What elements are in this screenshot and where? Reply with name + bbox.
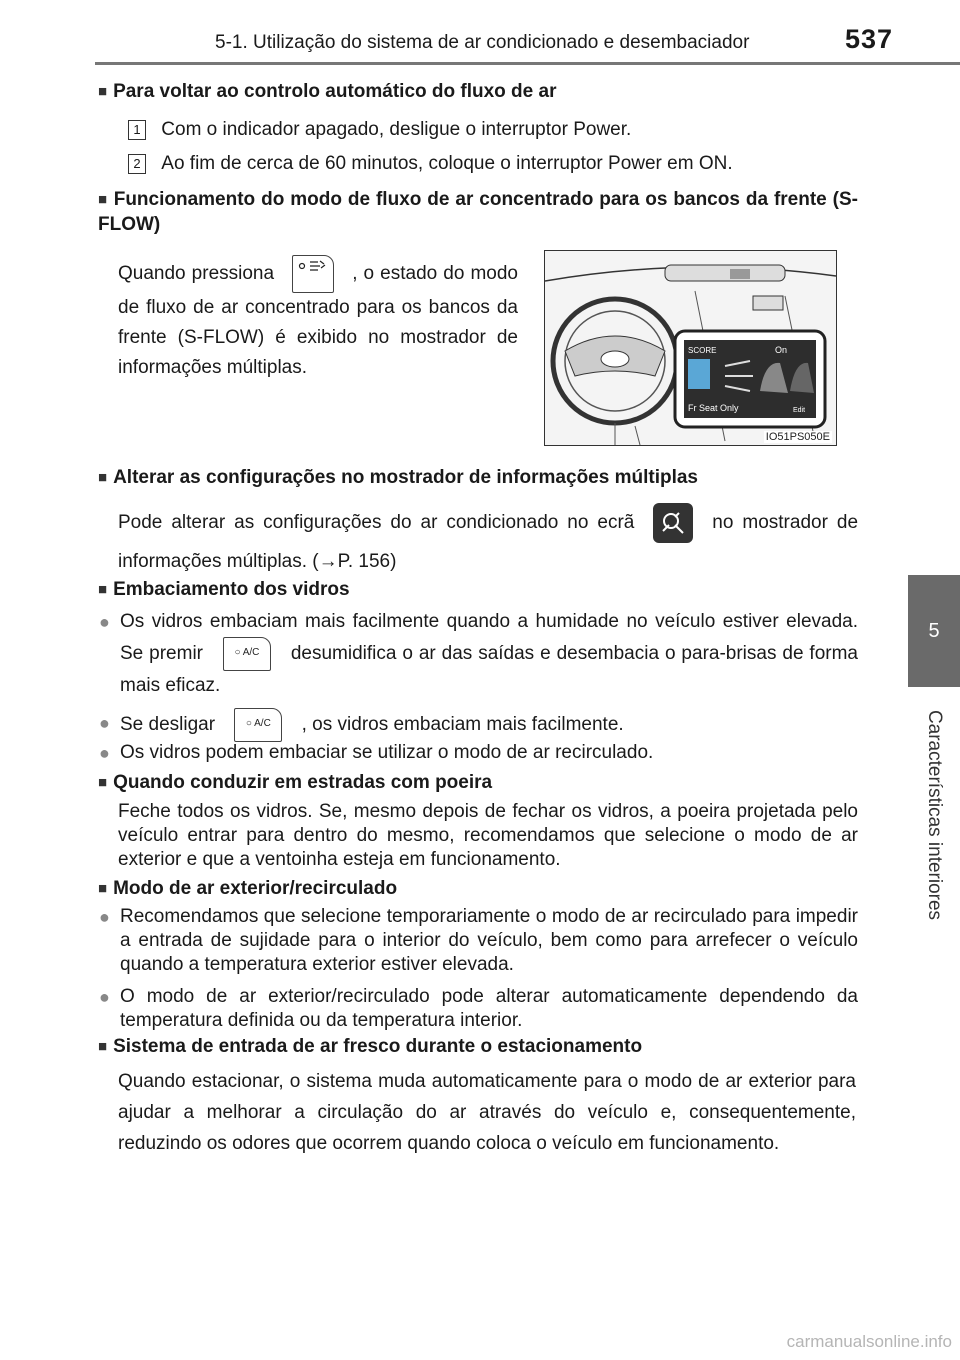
step-2: [128, 152, 858, 176]
fogging-bullet-2-pre: Se desligar: [120, 714, 216, 736]
ac-button-icon: ○ A/C: [234, 708, 282, 742]
fogging-bullet-2: [120, 708, 858, 742]
chapter-label: [921, 700, 947, 930]
ac-button-icon: ○ A/C: [223, 637, 271, 671]
running-header: 5-1. Utilização do sistema de ar condicionado e desembaciador: [215, 32, 750, 53]
step-number: 1: [128, 120, 146, 140]
climate-screen-icon: [653, 503, 693, 543]
s-flow-button-icon: [292, 255, 334, 293]
step-text: Ao fim de cerca de 60 minutos, coloque o interruptor Power em ON.: [161, 153, 733, 174]
fogging-bullet-2-post: , os vidros embaciam mais facilmente.: [301, 714, 624, 736]
header-rule: [95, 62, 960, 65]
chapter-label-text: Características interiores: [924, 709, 945, 921]
s-flow-text-post: , o estado do modo de fluxo de ar concentrado para os bancos da frente (S-FLOW) é exibido no mostrador de informações múltiplas.: [118, 263, 518, 378]
s-flow-text-pre: Quando pressiona: [118, 263, 275, 285]
fogging-bullet-3: ● Os vidros podem embaciar se utilizar o modo de ar recirculado.: [120, 741, 858, 765]
dusty-roads-text: Feche todos os vidros. Se, mesmo depois de fechar os vidros, a poeira projetada pelo veículo entrar para dentro do mesmo, recomendamos que selecione o modo de ar exterior e que a ventoinha esteja em funcionamento.: [118, 801, 858, 870]
fogging-bullet-1-post: desumidifica o ar das saídas e desembacia o para-brisas de forma mais eficaz.: [120, 643, 859, 696]
heading-auto-airflow: ■ Para voltar ao controlo automático do fluxo de ar: [98, 80, 858, 105]
mid-settings-text-pre: Pode alterar as configurações do ar condicionado no ecrã: [118, 512, 635, 534]
screen-score: SCORE: [688, 346, 717, 355]
heading-dusty-roads: ■ Quando conduzir em estradas com poeira: [98, 771, 858, 796]
mid-settings-text: [118, 503, 858, 581]
mid-settings-text-post: no mostrador de informações múltiplas. (→P. 156): [118, 512, 859, 572]
screen-edit: Edit: [793, 407, 806, 414]
heading-fogging: ■ Embaciamento dos vidros: [98, 578, 858, 603]
fresh-air-parking-text: Quando estacionar, o sistema muda automaticamente para o modo de ar exterior para ajudar a melhorar a circulação do ar através do veículo e, consequentemente, reduzindo os odores que ocorrem quando coloca o veículo em funcionamento.: [118, 1071, 856, 1154]
heading-s-flow: ■ Funcionamento do modo de fluxo de ar concentrado para os bancos da frente (S-FLOW): [98, 188, 858, 237]
heading-mid-settings: ■ Alterar as configurações no mostrador de informações múltiplas: [98, 466, 858, 491]
outside-recirc-bullet-2: ● O modo de ar exterior/recirculado pode alterar automaticamente dependendo da temperatura definida ou da temperatura interior.: [120, 985, 858, 1033]
s-flow-text: [118, 255, 518, 383]
heading-fresh-air-parking: ■ Sistema de entrada de ar fresco durante o estacionamento: [98, 1035, 858, 1060]
outside-recirc-bullet-1: ● Recomendamos que selecione temporariamente o modo de ar recirculado para impedir a entrada de sujidade para o interior do veículo, bem como para arrefecer o veículo quando a temperatura exterior estiver elevada.: [120, 905, 858, 977]
screen-seat: Fr Seat Only: [688, 403, 739, 413]
dashboard-drawing: [545, 251, 836, 445]
dashboard-illustration: [544, 250, 837, 446]
fogging-bullet-1: [120, 607, 858, 701]
screen-on: On: [775, 345, 788, 355]
heading-outside-recirc: ■ Modo de ar exterior/recirculado: [98, 877, 858, 902]
fogging-bullet-1-pre: Os vidros embaciam mais facilmente quando a humidade no veículo estiver elevada. Se premir: [120, 611, 858, 665]
figure-code: IO51PS050E: [765, 431, 830, 443]
chapter-tab: 5: [908, 575, 960, 687]
step-text: Com o indicador apagado, desligue o interruptor Power.: [161, 119, 632, 140]
step-1: [128, 118, 858, 142]
page-number: 537: [845, 24, 894, 54]
step-number: 2: [128, 154, 146, 174]
watermark: carmanualsonline.info: [786, 1332, 952, 1351]
